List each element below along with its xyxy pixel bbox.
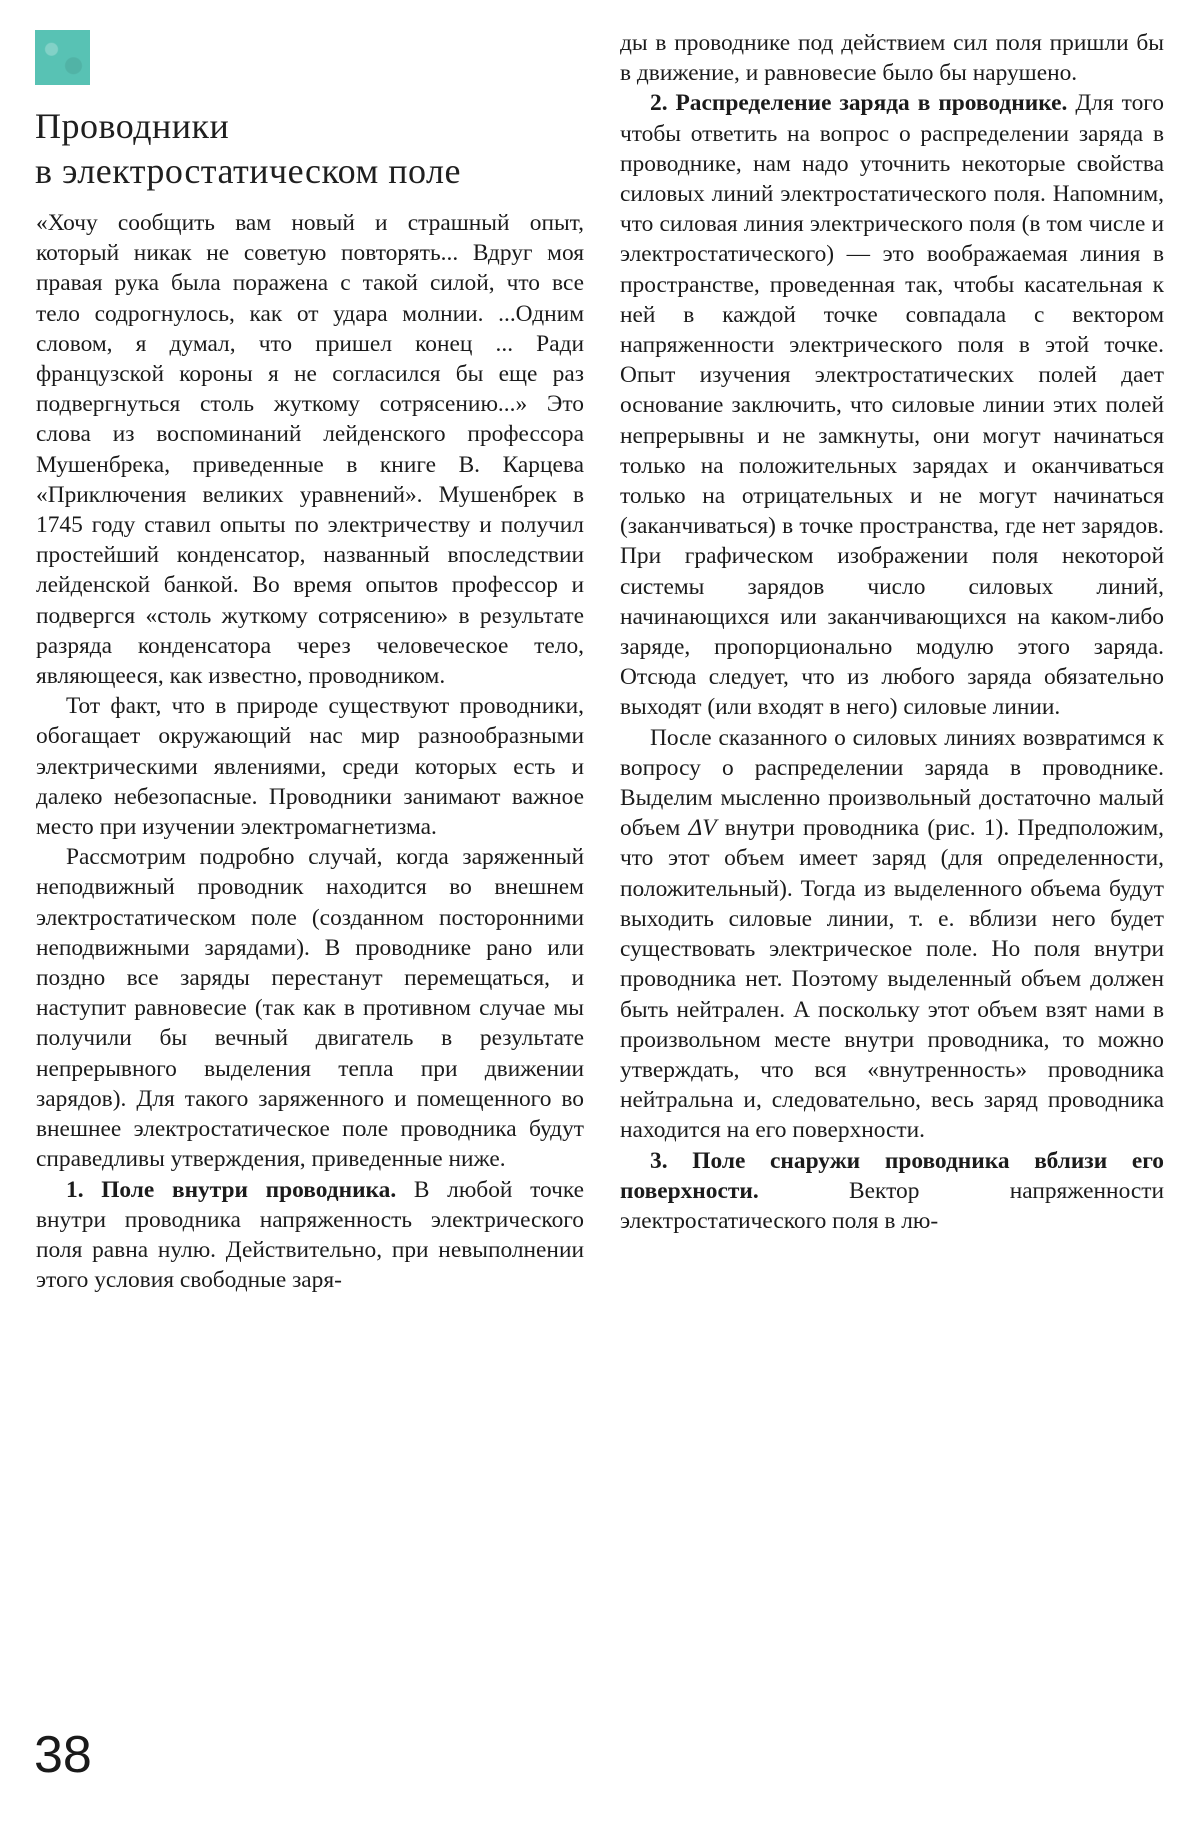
delta-v-symbol: ΔV — [688, 815, 717, 842]
paragraph-conductors-importance: Тот факт, что в природе существуют проводники, обогащает окружающий нас мир разнообразными электрическими явлениями, среди которых есть и далеко небезопасные. Проводники занимают важное место при изучении электромагнетизма. — [36, 693, 584, 841]
page-title — [35, 104, 595, 194]
paragraph-field-inside — [36, 1175, 584, 1296]
text-field-inside: В любой точке внутри проводника напряженность электрического поля равна нулю. Действительно, при невыполнении этого условия свободные заря- — [36, 1176, 584, 1294]
heading-charge-distribution: 2. Распределение заряда в проводнике. — [650, 90, 1068, 117]
right-column — [620, 28, 1164, 1236]
title-line-2: в электростатическом поле — [35, 151, 461, 191]
paragraph-field-outside — [620, 1146, 1164, 1237]
left-column — [36, 208, 584, 1295]
page-number: 38 — [34, 1726, 92, 1784]
paragraph-volume-argument — [620, 723, 1164, 1146]
title-line-1: Проводники — [35, 106, 230, 146]
heading-field-outside: 3. Поле снаружи проводника вблизи его поверхности. — [620, 1147, 1164, 1204]
paragraph-continuation: ды в проводнике под действием сил поля пришли бы в движение, и равновесие было бы нарушено. — [620, 30, 1164, 87]
text-charge-distribution: Для того чтобы ответить на вопрос о распределении заряда в проводнике, нам надо уточнить некоторые свойства силовых линий электростатического поля. Напомним, что силовая линия электрического поля (в том числе и электростатического) — это воображаемая линия в пространстве, проведенная так, чтобы касательная к ней в каждой точке совпадала с вектором напряженности электрического поля в этой точке. Опыт изучения электростатических полей дает основание заключить, что силовые линии этих полей непрерывны и не замкнуты, они могут начинаться только на положительных зарядах и оканчиваться только на отрицательных и не могут начинаться (заканчиваться) в точке пространства, где нет зарядов. При графическом изображении поля некоторой системы зарядов число силовых линий, начинающихся или заканчивающихся на каком-либо заряде, пропорционально модулю этого заряда. Отсюда следует, что из любого заряда обязательно выходят (или входят в него) силовые линии. — [620, 90, 1164, 721]
paragraph-charge-distribution — [620, 88, 1164, 722]
text-volume-before: После сказанного о силовых линиях возвратимся к вопросу о распределении заряда в проводнике. Выделим мысленно произвольный достаточно малый объем — [620, 724, 1164, 842]
heading-field-inside: 1. Поле внутри проводника. — [66, 1176, 397, 1203]
paragraph-equilibrium: Рассмотрим подробно случай, когда заряженный неподвижный проводник находится во внешнем электростатическом поле (созданном посторонними неподвижными зарядами). В проводнике рано или поздно все заряды перестанут перемещаться, и наступит равновесие (так как в противном случае мы получили бы вечный двигатель в результате непрерывного выделения тепла при движении зарядов). Для такого заряженного и помещенного во внешнее электростатическое поле проводника будут справедливы утверждения, приведенные ниже. — [36, 844, 584, 1173]
text-field-outside: Вектор напряженности электростатического поля в лю- — [620, 1177, 1164, 1234]
paragraph-quote: «Хочу сообщить вам новый и страшный опыт, который никак не советую повторять... Вдруг моя правая рука была поражена с такой силой, что все тело содрогнулось, как от удара молнии. ...Одним словом, я думал, что пришел конец ... Ради французской короны я не согласился бы еще раз подвергнуться столь жуткому сотрясению...» Это слова из воспоминаний лейденского профессора Мушенбрека, приведенные в книге В. Карцева «Приключения великих уравнений». Мушенбрек в 1745 году ставил опыты по электричеству и получил простейший конденсатор, названный впоследствии лейденской банкой. Во время опытов профессор и подвергся «столь жуткому сотрясению» в результате разряда конденсатора через человеческое тело, являющееся, как известно, проводником. — [36, 210, 584, 690]
color-square-marker — [35, 30, 90, 85]
text-volume-after: внутри проводника (рис. 1). Предположим, что этот объем имеет заряд (для определенности, положительный). Тогда из выделенного объема будут выходить силовые линии, т. е. вблизи него будет существовать электрическое поле. Но поля внутри проводника нет. Поэтому выделенный объем должен быть нейтрален. А поскольку этот объем взят нами в произвольном месте внутри проводника, то можно утверждать, что вся «внутренность» проводника нейтральна и, следовательно, весь заряд проводника находится на его поверхности. — [620, 815, 1164, 1144]
